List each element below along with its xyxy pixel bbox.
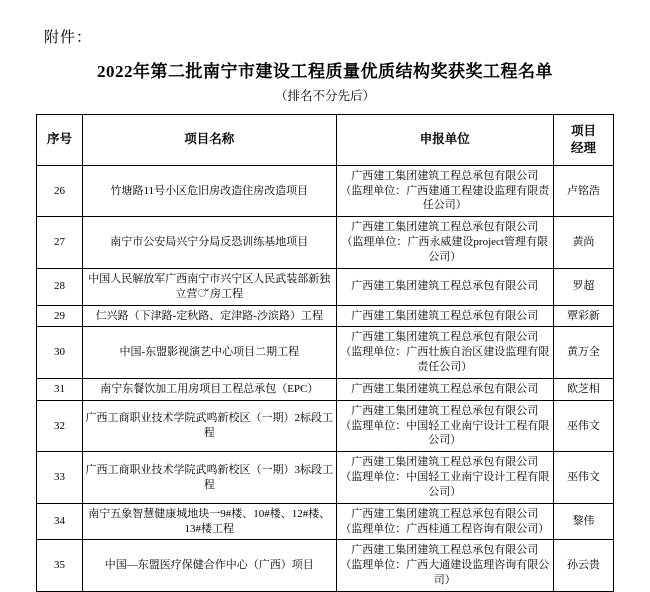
row-no: 26 <box>37 165 83 217</box>
table-row <box>37 400 614 452</box>
row-project-manager: 卢铭浩 <box>553 165 613 217</box>
table-header-row <box>37 115 614 166</box>
row-project-manager: 巫伟文 <box>553 452 613 504</box>
unit-supervisor: （监理单位：广西大通建设监理咨询有限公司） <box>340 559 550 587</box>
row-no: 35 <box>37 540 83 592</box>
table-row <box>37 327 614 379</box>
unit-main: 广西建工集团建筑工程总承包有限公司 <box>351 169 539 182</box>
row-no: 29 <box>37 305 83 327</box>
row-project-name: 中国-东盟影视演艺中心项目二期工程 <box>83 327 336 379</box>
row-applicant-unit <box>336 165 553 217</box>
column-header-manager-line1: 项目 <box>570 124 596 138</box>
table-row <box>37 305 614 327</box>
unit-main: 广西建工集团建筑工程总承包有限公司 <box>351 309 539 322</box>
row-project-name: 中国—东盟医疗保健合作中心（广西）项目 <box>83 540 336 592</box>
page-title: 2022年第二批南宁市建设工程质量优质结构奖获奖工程名单 <box>97 62 553 81</box>
row-project-name: 南宁市公安局兴宁分局反恐训练基地项目 <box>83 217 336 269</box>
attachment-label: 附件： <box>44 30 93 46</box>
unit-main: 广西建工集团建筑工程总承包有限公司 <box>351 544 539 557</box>
unit-supervisor: （监理单位：中国轻工业南宁设计工程有限公司） <box>340 471 550 498</box>
table-row <box>37 217 614 269</box>
column-header-project-name: 项目名称 <box>83 115 336 166</box>
unit-main: 广西建工集团建筑工程总承包有限公司 <box>351 456 539 469</box>
unit-supervisor: （监理单位：广西建通工程建设监理有限责任公司） <box>340 184 550 212</box>
row-no: 30 <box>37 327 83 379</box>
unit-supervisor: （监理单位：广西壮族自治区建设监理有限责任公司） <box>340 346 550 374</box>
row-project-name: 中国人民解放军广西南宁市兴宁区人民武装部新独立营് 房工程 <box>83 268 336 305</box>
table-body <box>37 165 614 591</box>
row-applicant-unit <box>336 268 553 305</box>
row-project-manager: 黎伟 <box>553 503 613 540</box>
table-row <box>37 268 614 305</box>
table-row <box>37 540 614 592</box>
row-applicant-unit <box>336 327 553 379</box>
row-no: 34 <box>37 503 83 540</box>
row-project-name: 南宁五象智慧健康城地块一9#楼、10#楼、12#楼、13#楼工程 <box>83 503 336 540</box>
unit-main: 广西建工集团建筑工程总承包有限公司 <box>351 404 539 417</box>
table-row <box>37 452 614 504</box>
page-subtitle: （排名不分先后） <box>274 89 375 103</box>
column-header-no: 序号 <box>37 115 83 166</box>
row-project-manager: 覃彩新 <box>553 305 613 327</box>
row-project-manager: 罗超 <box>553 268 613 305</box>
row-project-manager: 黄万全 <box>553 327 613 379</box>
column-header-manager-line2: 经理 <box>570 140 596 155</box>
row-project-manager: 巫伟文 <box>553 400 613 452</box>
row-project-name: 南宁东餐饮加工用房项目工程总承包（EPC） <box>83 378 336 400</box>
unit-main: 广西建工集团建筑工程总承包有限公司 <box>351 507 539 520</box>
row-project-manager: 黄尚 <box>553 217 613 269</box>
row-applicant-unit <box>336 400 553 452</box>
unit-main: 广西建工集团建筑工程总承包有限公司 <box>351 280 539 293</box>
row-applicant-unit <box>336 305 553 327</box>
row-project-manager: 孙云贵 <box>553 540 613 592</box>
row-project-name: 竹塘路11号小区危旧房改造住房改造项目 <box>83 165 336 217</box>
row-no: 33 <box>37 452 83 504</box>
unit-supervisor: （监理单位：中国轻工业南宁设计工程有限公司） <box>340 419 550 447</box>
row-applicant-unit <box>336 503 553 540</box>
row-no: 31 <box>37 378 83 400</box>
row-applicant-unit <box>336 217 553 269</box>
row-project-name: 仁兴路（下津路-定秋路、定津路-沙滨路）工程 <box>83 305 336 327</box>
unit-supervisor: （监理单位：广西永威建设project管理有限公司） <box>341 236 548 263</box>
award-list-table <box>36 114 614 592</box>
column-header-applicant-unit: 申报单位 <box>336 115 553 166</box>
row-no: 27 <box>37 217 83 269</box>
table-row <box>37 378 614 400</box>
row-no: 32 <box>37 400 83 452</box>
row-project-manager: 欧芝相 <box>553 378 613 400</box>
unit-main: 广西建工集团建筑工程总承包有限公司 <box>351 221 539 234</box>
table-row <box>37 503 614 540</box>
table-row <box>37 165 614 217</box>
row-applicant-unit <box>336 540 553 592</box>
row-no: 28 <box>37 268 83 305</box>
unit-main: 广西建工集团建筑工程总承包有限公司 <box>351 382 539 395</box>
unit-supervisor: （监理单位：广西桂通工程咨询有限公司） <box>340 522 550 535</box>
row-applicant-unit <box>336 378 553 400</box>
row-project-name: 广西工商职业技术学院武鸣新校区（一期）3标段工程 <box>83 452 336 504</box>
row-applicant-unit <box>336 452 553 504</box>
row-project-name: 广西工商职业技术学院武鸣新校区（一期）2标段工程 <box>83 400 336 452</box>
unit-main: 广西建工集团建筑工程总承包有限公司 <box>351 331 539 344</box>
column-header-project-manager <box>553 115 613 166</box>
